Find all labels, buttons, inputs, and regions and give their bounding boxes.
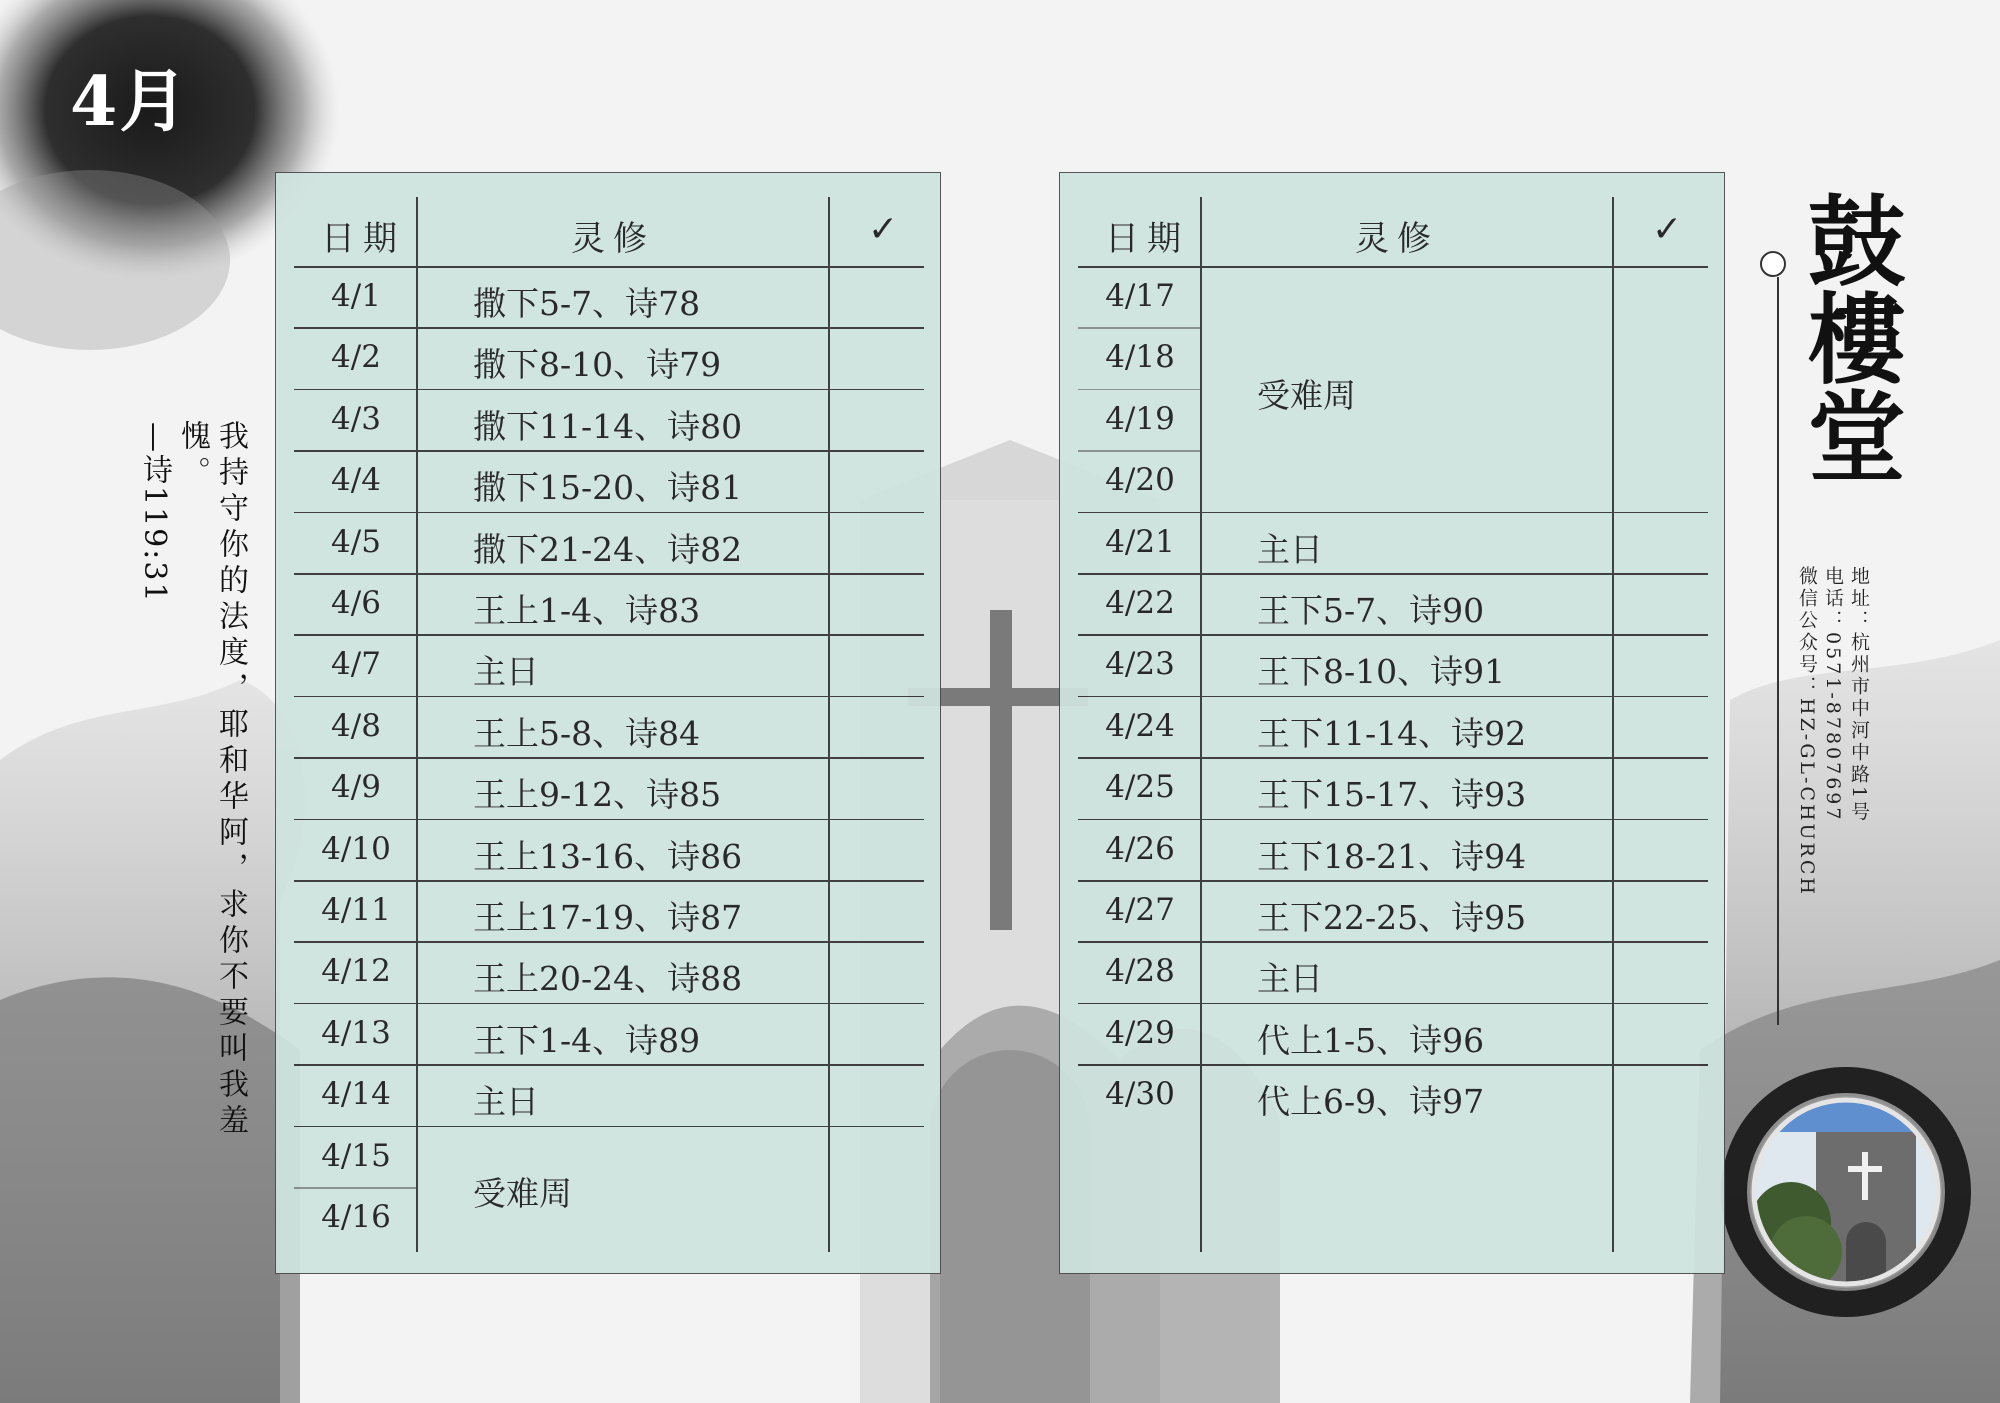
row-divider (294, 1003, 924, 1005)
header-date: 日期 (1105, 219, 1189, 259)
row-divider (1078, 512, 1708, 514)
table-reading-cell: 代上6-9、诗97 (1257, 1082, 1485, 1122)
table-date-cell: 4/30 (1105, 1076, 1175, 1113)
table-reading-cell: 代上1-5、诗96 (1257, 1020, 1485, 1060)
table-reading-cell: 主日 (1257, 959, 1323, 999)
contact-wechat: 微信公众号：HZ-GL-CHURCH (1796, 566, 1818, 897)
table-reading-cell: 撒下11-14、诗80 (473, 406, 743, 446)
table-date-cell: 4/3 (331, 400, 381, 437)
verse-reference: —诗119:31 (137, 422, 172, 604)
header-reading: 灵修 (1355, 219, 1439, 259)
table-date-cell: 4/24 (1105, 707, 1175, 744)
row-divider (1078, 1003, 1708, 1005)
header-divider (294, 266, 924, 268)
row-divider (1078, 819, 1708, 821)
table-reading-cell: 王上20-24、诗88 (473, 959, 743, 999)
table-date-cell: 4/5 (331, 523, 381, 560)
month-title: 4月 (70, 62, 190, 142)
row-divider (294, 450, 924, 452)
table-reading-cell: 受难周 (1257, 376, 1356, 416)
table-date-cell: 4/1 (331, 278, 381, 314)
column-divider (828, 197, 830, 1252)
header-divider (1078, 266, 1708, 268)
row-divider (1078, 880, 1708, 882)
row-divider (294, 327, 924, 329)
table-date-cell: 4/14 (321, 1076, 391, 1113)
column-divider (416, 197, 418, 1252)
table-reading-cell: 王上13-16、诗86 (473, 836, 743, 876)
row-divider (294, 1064, 924, 1066)
table-reading-cell: 王下8-10、诗91 (1257, 652, 1506, 692)
table-reading-cell: 王下1-4、诗89 (473, 1020, 701, 1060)
verse-text: 我持守你的法度，耶和华阿，求你不要叫我羞愧。 (175, 420, 248, 1140)
table-date-cell: 4/16 (321, 1199, 391, 1235)
table-reading-cell: 王下22-25、诗95 (1257, 898, 1527, 937)
table-reading-cell: 撒下15-20、诗81 (473, 468, 743, 508)
table-date-cell: 4/9 (331, 769, 381, 806)
row-divider (1078, 941, 1708, 943)
column-divider (1612, 197, 1614, 1252)
church-photo-logo (1746, 1092, 1946, 1292)
table-date-cell: 4/21 (1105, 523, 1175, 560)
table-reading-cell: 主日 (473, 652, 539, 692)
table-date-cell: 4/19 (1105, 400, 1175, 437)
table-date-cell: 4/15 (321, 1137, 391, 1174)
table-date-cell: 4/18 (1105, 339, 1175, 376)
row-divider (294, 1126, 924, 1128)
row-divider (294, 389, 924, 391)
contact-address: 地址：杭州市中河中路1号 (1848, 566, 1870, 824)
table-date-cell: 4/11 (321, 892, 391, 928)
table-reading-cell: 受难周 (473, 1174, 572, 1214)
reading-table-right (1059, 172, 1725, 1274)
row-divider (1078, 450, 1200, 452)
row-divider (1078, 573, 1708, 575)
row-divider (1078, 696, 1708, 698)
row-divider (1078, 757, 1708, 759)
header-check: ✓ (868, 209, 899, 250)
table-date-cell: 4/6 (331, 585, 381, 621)
table-date-cell: 4/8 (331, 707, 381, 744)
table-date-cell: 4/2 (331, 339, 381, 376)
table-date-cell: 4/27 (1105, 892, 1175, 928)
row-divider (1078, 1064, 1708, 1066)
table-reading-cell: 王下15-17、诗93 (1257, 775, 1527, 815)
row-divider (294, 819, 924, 821)
table-date-cell: 4/29 (1105, 1014, 1175, 1051)
table-date-cell: 4/28 (1105, 953, 1175, 990)
contact-phone: 电话：0571-87807697 (1822, 566, 1844, 823)
table-reading-cell: 王下11-14、诗92 (1257, 713, 1527, 753)
bible-verse (135, 420, 249, 1180)
table-reading-cell: 王上1-4、诗83 (473, 591, 701, 630)
table-reading-cell: 主日 (473, 1082, 539, 1122)
table-date-cell: 4/17 (1105, 278, 1175, 314)
table-date-cell: 4/26 (1105, 830, 1175, 867)
row-divider (294, 634, 924, 636)
table-reading-cell: 王上9-12、诗85 (473, 775, 722, 815)
vertical-rule (1777, 277, 1779, 1025)
row-divider (1078, 389, 1200, 391)
header-date: 日期 (321, 219, 405, 259)
row-divider (294, 757, 924, 759)
table-reading-cell: 撒下8-10、诗79 (473, 345, 722, 385)
table-date-cell: 4/13 (321, 1014, 391, 1051)
decorative-ring (1760, 251, 1786, 277)
table-reading-cell: 王上5-8、诗84 (473, 713, 701, 753)
table-date-cell: 4/25 (1105, 769, 1175, 806)
row-divider (294, 880, 924, 882)
table-date-cell: 4/7 (331, 646, 381, 683)
table-date-cell: 4/10 (321, 830, 391, 867)
row-divider (1078, 327, 1200, 329)
table-reading-cell: 王下18-21、诗94 (1257, 836, 1527, 876)
table-reading-cell: 主日 (1257, 529, 1323, 569)
header-reading: 灵修 (571, 219, 655, 259)
table-date-cell: 4/12 (321, 953, 391, 990)
row-divider (294, 1187, 416, 1189)
table-date-cell: 4/4 (331, 462, 381, 499)
table-reading-cell: 王下5-7、诗90 (1257, 591, 1485, 630)
table-date-cell: 4/22 (1105, 585, 1175, 621)
table-reading-cell: 撒下21-24、诗82 (473, 529, 743, 569)
table-reading-cell: 王上17-19、诗87 (473, 898, 743, 937)
table-reading-cell: 撒下5-7、诗78 (473, 284, 701, 323)
church-name: 鼓樓堂 (1791, 190, 1906, 484)
row-divider (1078, 634, 1708, 636)
row-divider (294, 512, 924, 514)
table-date-cell: 4/20 (1105, 462, 1175, 499)
row-divider (294, 696, 924, 698)
header-check: ✓ (1652, 209, 1683, 250)
row-divider (294, 573, 924, 575)
table-date-cell: 4/23 (1105, 646, 1175, 683)
row-divider (294, 941, 924, 943)
reading-table-left (275, 172, 941, 1274)
column-divider (1200, 197, 1202, 1252)
